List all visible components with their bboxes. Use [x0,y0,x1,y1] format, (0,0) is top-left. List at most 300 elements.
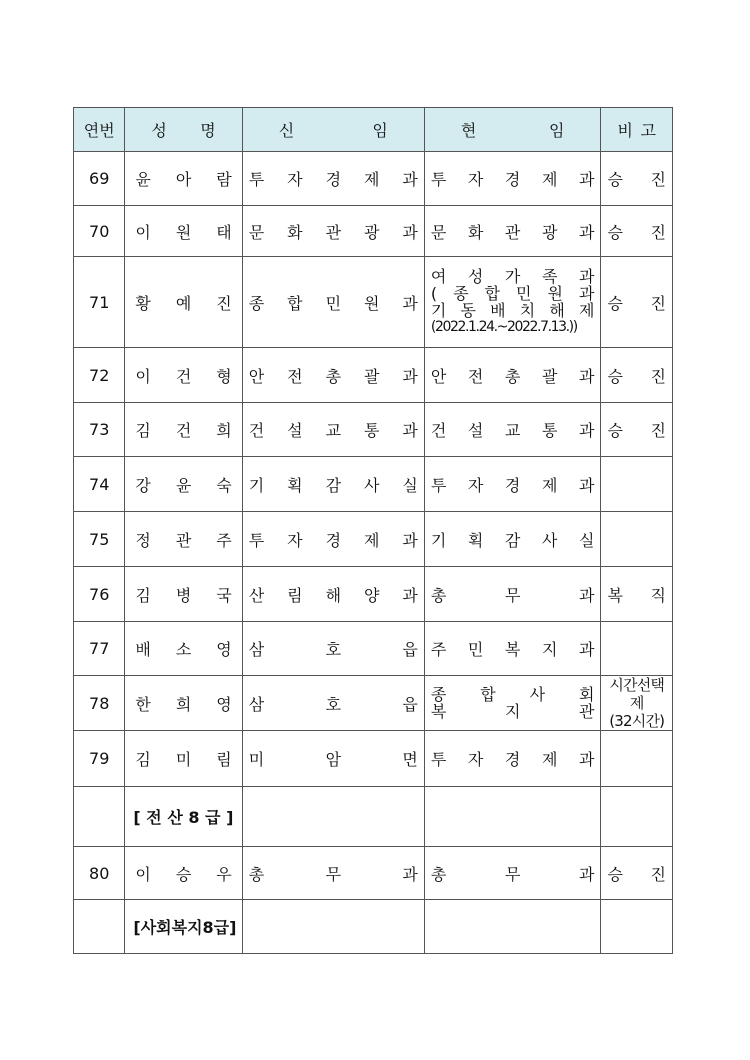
cell-current-post [424,622,601,676]
cell-current-post [424,900,601,954]
cell-current-post [424,152,601,206]
cell-no: 72 [74,348,125,403]
cell-new-post [242,900,424,954]
char: 경 [504,750,521,769]
cell-note [601,457,673,512]
cell-new-post [242,787,424,847]
char: 과 [402,170,418,189]
spaced-text [431,862,595,885]
char: 기 [430,301,447,320]
char: 우 [216,864,232,884]
char: 김 [135,750,151,769]
char: 희 [216,421,232,440]
char: 암 [325,750,342,769]
cell-note [601,847,673,900]
spaced-text [249,473,418,496]
char: 배 [490,301,506,320]
char: 합 [287,293,303,313]
cell-name [125,731,242,787]
cell-note [601,676,673,731]
cell-new-post [242,731,424,787]
spaced-text [249,167,418,190]
cell-note [601,403,673,457]
char: 과 [402,222,418,242]
header-row [74,108,673,152]
char: 과 [578,864,595,884]
char: 건 [175,421,192,440]
cell-no [74,787,125,847]
char: 과 [578,750,595,769]
char: 진 [216,293,232,313]
char: 교 [504,421,521,440]
spaced-text [131,291,235,314]
char: 가 [504,267,521,286]
char: 승 [607,366,623,386]
char: 과 [578,366,595,386]
char: 병 [175,585,192,605]
char: 화 [467,222,484,242]
char: 삼 [248,640,265,659]
cell-name [125,847,242,900]
cell-no: 78 [74,676,125,731]
char: 총 [430,585,447,605]
char: 과 [402,421,418,440]
char: 제 [541,750,558,769]
char: 과 [578,284,595,303]
cell-new-post [242,403,424,457]
char: 직 [650,585,666,605]
char: 회 [578,685,595,704]
char: 경 [504,475,521,495]
cell-current-post [424,512,601,567]
char: 경 [325,170,342,189]
cell-note [601,622,673,676]
char: 복 [430,702,447,721]
cell-new-post [242,457,424,512]
char: 전 [467,366,484,386]
char: 과 [578,640,595,659]
table-row [74,457,673,512]
spaced-text [431,220,595,243]
char: 미 [248,750,265,769]
spaced-text [131,692,235,715]
char: 원 [175,222,192,242]
char: 해 [325,585,342,605]
cell-current-post [424,847,601,900]
char: 산 [248,585,265,605]
char: 민 [467,640,484,659]
cell-note [601,152,673,206]
spaced-text [607,862,666,885]
char: 승 [607,421,623,440]
cell-new-post [242,348,424,403]
cell-new-post [242,676,424,731]
spaced-text [607,583,666,606]
cell-note [601,257,673,348]
cell-name [125,622,242,676]
table-row [74,206,673,257]
char: 투 [430,475,447,495]
char: 윤 [135,170,151,189]
cell-note [601,348,673,403]
cell-new-post [242,847,424,900]
char: 종 [453,284,469,303]
spaced-text [249,418,418,441]
spaced-text [431,285,595,302]
char: 합 [480,685,496,704]
char: 전 [287,366,303,386]
cell-no: 71 [74,257,125,348]
cell-no: 80 [74,847,125,900]
char: 림 [287,585,303,605]
char: 자 [287,170,303,189]
spaced-text [131,473,235,496]
char: 영 [216,694,232,714]
cell-new-post [242,622,424,676]
char: 승 [607,293,623,313]
table-row [74,257,673,348]
section-label: [사회복지8급] [133,918,237,937]
spaced-text [431,364,595,387]
char: 투 [248,530,265,550]
char: 화 [287,222,303,242]
char: 관 [578,702,595,721]
spaced-text [431,528,595,551]
spaced-text [607,291,666,314]
char: 문 [430,222,447,242]
char: 읍 [402,694,418,714]
char: 영 [216,640,232,659]
char: 사 [541,530,558,550]
char: 태 [216,222,232,242]
char: 관 [175,530,192,550]
char: 형 [216,366,232,386]
header-current-post: 현 임 [424,108,601,152]
char: 여 [430,267,447,286]
char: 아 [175,170,192,189]
char: 총 [504,366,521,386]
char: 양 [364,585,380,605]
spaced-text [431,167,595,190]
char: 무 [504,864,521,884]
char: 예 [175,293,192,313]
spaced-text [131,167,235,190]
cell-no: 70 [74,206,125,257]
char: 이 [135,222,151,242]
char: 진 [650,170,666,189]
cell-current-post [424,457,601,512]
cell-name [125,567,242,622]
cell-note [601,787,673,847]
char: 과 [578,267,595,286]
char: 제 [364,170,380,189]
char: 자 [467,475,484,495]
char: 숙 [216,475,232,495]
char: 승 [175,864,192,884]
char: 문 [248,222,265,242]
cell-no: 75 [74,512,125,567]
cell-name [125,676,242,731]
char: 지 [504,702,521,721]
spaced-text [131,418,235,441]
char: 진 [650,421,666,440]
spaced-text [249,528,418,551]
char: 승 [607,170,623,189]
table-header [74,108,673,152]
header-note: 비 고 [601,108,673,152]
section-label: [ 전 산 8 급 ] [133,808,234,827]
char: 한 [135,694,151,714]
cell-new-post [242,512,424,567]
cell-new-post [242,567,424,622]
char: 무 [504,585,521,605]
char: 동 [460,301,476,320]
char: 원 [547,284,563,303]
spaced-text [131,364,235,387]
char: 감 [504,530,521,550]
table-row [74,348,673,403]
cell-no: 77 [74,622,125,676]
spaced-text [431,703,595,720]
char: 설 [287,421,303,440]
spaced-text [431,747,595,770]
char: 제 [541,170,558,189]
header-no: 연번 [74,108,125,152]
char: 삼 [248,694,265,714]
spaced-text [249,364,418,387]
cell-current-post [424,787,601,847]
char: 복 [607,585,623,605]
spaced-text [131,528,235,551]
spaced-text [431,686,595,703]
char: 미 [175,750,192,769]
char: 종 [248,293,265,313]
cell-name [125,206,242,257]
char: 제 [578,301,595,320]
char: 주 [216,530,232,550]
char: 진 [650,366,666,386]
spaced-text [431,637,595,660]
char: 합 [484,284,501,303]
table-row [74,847,673,900]
char: 자 [467,750,484,769]
char: 이 [135,864,151,884]
spaced-text [607,364,666,387]
char: 족 [541,267,558,286]
char: 과 [402,530,418,550]
char: 김 [135,585,151,605]
spaced-text [131,862,235,885]
spaced-text [431,418,595,441]
spaced-text [607,167,666,190]
cell-current-post [424,731,601,787]
spaced-text [249,220,418,243]
cell-name [125,403,242,457]
spaced-text [249,747,418,770]
char: 기 [248,475,265,495]
cell-no: 79 [74,731,125,787]
section-row [74,787,673,847]
section-row [74,900,673,954]
char: 건 [248,421,265,440]
table-row [74,403,673,457]
cell-current-post [424,403,601,457]
char: 김 [135,421,151,440]
char: 통 [541,421,558,440]
char: 제 [364,530,380,550]
char: ( [430,284,438,303]
cell-no: 69 [74,152,125,206]
char: 림 [216,750,232,769]
char: 통 [364,421,380,440]
cell-name [125,348,242,403]
char: 승 [607,864,623,884]
table-row [74,676,673,731]
char: 호 [325,694,342,714]
char: 진 [650,293,666,313]
char: 읍 [402,640,418,659]
char: 획 [287,475,303,495]
char: 사 [364,475,380,495]
char: 과 [402,293,418,313]
char: 강 [135,475,151,495]
char: 민 [325,293,342,313]
char: 총 [430,864,447,884]
cell-current-post [424,206,601,257]
char: 과 [578,222,595,242]
char: 치 [519,301,536,320]
cell-note [601,900,673,954]
cell-name [125,152,242,206]
spaced-text [131,583,235,606]
char: 과 [578,475,595,495]
cell-new-post [242,152,424,206]
char: 총 [248,864,265,884]
char: 사 [529,685,546,704]
cell-note [601,731,673,787]
cell-no: 74 [74,457,125,512]
char: 배 [135,640,151,659]
spaced-text [431,302,595,319]
char: 진 [650,222,666,242]
char: 실 [578,530,595,550]
spaced-text [607,220,666,243]
char: 성 [467,267,484,286]
char: 이 [135,366,151,386]
char: 진 [650,864,666,884]
char: 경 [504,170,521,189]
char: 기 [430,530,447,550]
cell-note [601,206,673,257]
spaced-text [131,637,235,660]
char: 투 [430,170,447,189]
char: 광 [541,222,558,242]
char: 과 [578,585,595,605]
char: 실 [402,475,418,495]
char: 면 [402,750,418,769]
char: 자 [287,530,303,550]
spaced-text [249,291,418,314]
char: 설 [467,421,484,440]
cell-no [74,900,125,954]
cell-name [125,257,242,348]
spaced-text [131,747,235,770]
personnel-table [73,107,673,954]
char: 건 [430,421,447,440]
table-body [74,152,673,954]
char: 민 [516,284,532,303]
note-line: (32시간) [609,712,665,730]
header-name: 성 명 [125,108,242,152]
table-row [74,567,673,622]
char: 지 [541,640,558,659]
char: 경 [325,530,342,550]
spaced-text [249,637,418,660]
char: 국 [216,585,232,605]
cell-no: 76 [74,567,125,622]
spaced-text [431,268,595,285]
char: 과 [402,864,418,884]
char: 황 [135,293,151,313]
current-post-period: (2022.1.24.~2022.7.13.)) [430,319,577,335]
char: 호 [325,640,342,659]
section-title [125,787,242,847]
char: 제 [541,475,558,495]
table-row [74,731,673,787]
spaced-text [131,220,235,243]
char: 관 [504,222,521,242]
spaced-text [607,418,666,441]
char: 종 [430,685,447,704]
char: 획 [467,530,484,550]
char: 소 [175,640,192,659]
char: 윤 [175,475,192,495]
spaced-text [249,692,418,715]
cell-name [125,457,242,512]
table-row [74,512,673,567]
cell-current-post [424,567,601,622]
header-new-post: 신 임 [242,108,424,152]
char: 과 [402,366,418,386]
char: 교 [325,421,342,440]
char: 관 [325,222,342,242]
char: 승 [607,222,623,242]
cell-new-post [242,257,424,348]
char: 해 [549,301,565,320]
char: 투 [430,750,447,769]
cell-name [125,512,242,567]
char: 주 [430,640,447,659]
char: 원 [364,293,380,313]
char: 자 [467,170,484,189]
char: 무 [325,864,342,884]
cell-note [601,512,673,567]
cell-current-post [424,257,601,348]
char: 안 [430,366,447,386]
table-row [74,152,673,206]
cell-current-post [424,676,601,731]
table-row [74,622,673,676]
char: 안 [248,366,265,386]
char: 총 [325,366,342,386]
char: 과 [578,170,595,189]
char: 투 [248,170,265,189]
char: 괄 [364,366,380,386]
cell-no: 73 [74,403,125,457]
char: 람 [216,170,232,189]
cell-new-post [242,206,424,257]
section-title [125,900,242,954]
